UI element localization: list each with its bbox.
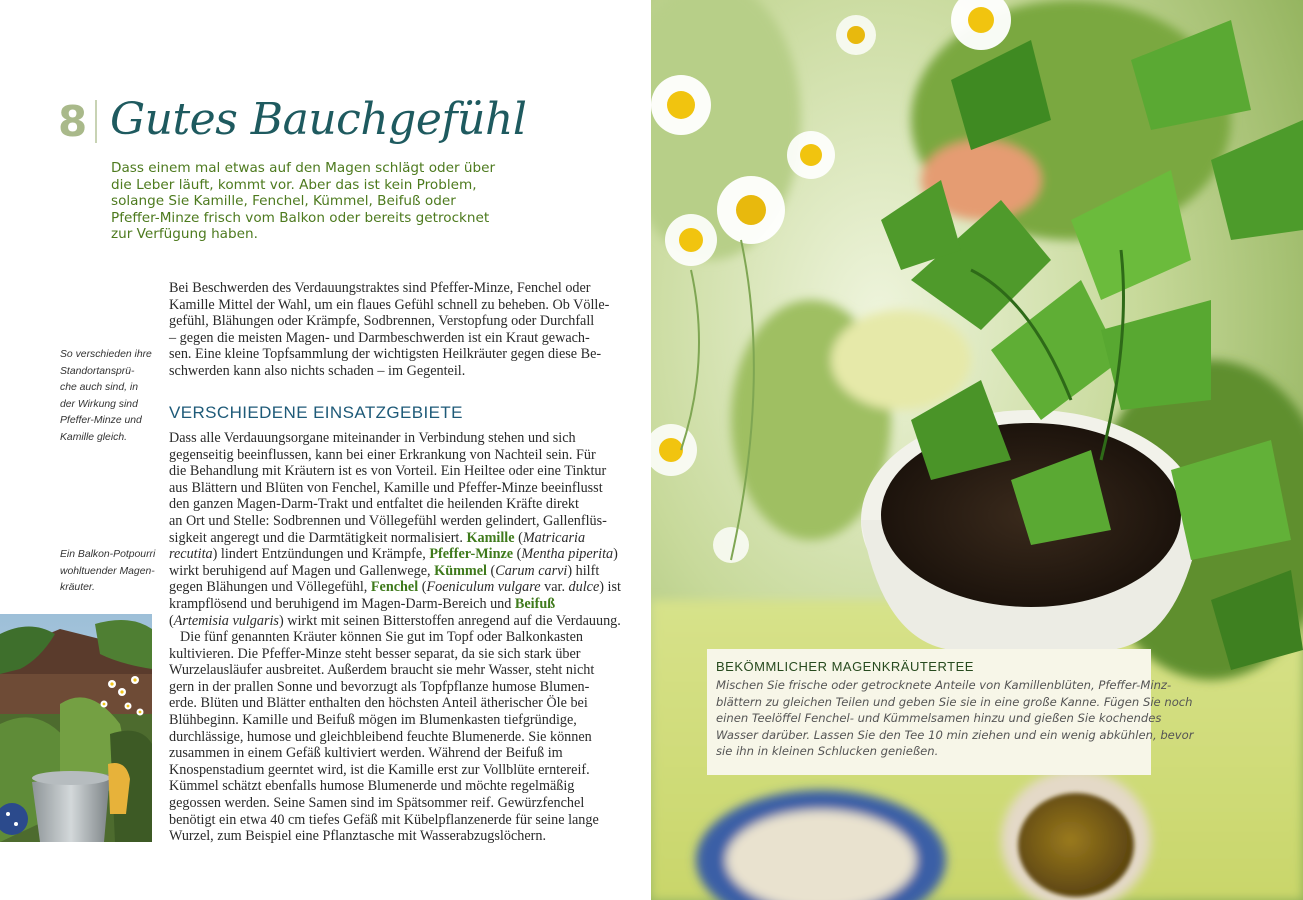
latin-name: Foeniculum vulgare — [426, 579, 541, 596]
herb-name-fenchel: Fenchel — [370, 579, 419, 596]
text-run: ) ist — [599, 579, 621, 596]
text-line: Kümmel schätzt ebenfalls humose Blumenerde und möchte regelmäßig — [169, 778, 575, 795]
text-run: var. — [540, 579, 569, 596]
text-line: – gegen die meisten Magen- und Darmbeschwerden ist ein Kraut gewach- — [169, 329, 590, 346]
tip-line: Wasser darüber. Lassen Sie den Tee 10 min ziehen und ein wenig abkühlen, bevor — [716, 727, 1194, 742]
text-line: Wurzelausläufer ausbreitet. Außerdem braucht sie mehr Wasser, steht nicht — [169, 662, 595, 679]
intro-line: Dass einem mal etwas auf den Magen schlägt oder über — [111, 160, 496, 176]
text-line: zusammen in einem Gefäß kultiviert werden. Während der Beifuß im — [169, 745, 563, 762]
text-line: Knospenstadium geerntet wird, ist die Kamille erst zur Vollblüte erntereif. — [169, 761, 590, 778]
caption-line: Kamille gleich. — [60, 431, 127, 443]
text-line: den ganzen Magen-Darm-Trakt und entfaltet die heilenden Kräfte direkt — [169, 496, 579, 513]
text-line — [169, 612, 621, 630]
latin-name: dulce — [568, 579, 600, 596]
text-line: aus Blättern und Blüten von Fenchel, Kamille und Pfeffer-Minze beeinflusst — [169, 479, 603, 496]
text-run: sigkeit angeregt und die Darmtätigkeit normalisiert. — [169, 529, 467, 546]
text-line: gern in der prallen Sonne und bevorzugt als Topfpflanze humose Blumen- — [169, 678, 590, 695]
herb-name-pfeffer-minze: Pfeffer-Minze — [429, 546, 514, 563]
text-line: Wurzel, zum Beispiel eine Pflanztasche mit Wasserabzugslöchern. — [169, 828, 547, 845]
caption-line: wohltuender Magen- — [60, 565, 155, 577]
intro-line: die Leber läuft, kommt vor. Aber das ist kein Problem, — [111, 176, 477, 193]
text-line — [169, 579, 621, 596]
latin-name: Artemisia vulgaris — [173, 612, 279, 629]
tip-title: BEKÖMMLICHER MAGENKRÄUTERTEE — [716, 659, 974, 674]
text-line: Blühbeginn. Kamille und Beifuß mögen im Blumenkasten tiefgründige, — [169, 711, 577, 728]
left-page — [0, 0, 651, 900]
text-run: ) hilft — [567, 562, 600, 579]
latin-name: Mentha piperita — [521, 546, 614, 563]
intro-line: zur Verfügung haben. — [111, 226, 258, 242]
text-line: Dass alle Verdauungsorgane miteinander in Verbindung stehen und sich — [169, 430, 576, 446]
text-run: krampflösend und beruhigend im Magen-Darm-Bereich und — [169, 595, 515, 612]
text-line: kultivieren. Die Pfeffer-Minze steht besser separat, da sie sich stark über — [169, 645, 581, 662]
paragraph-1 — [169, 280, 610, 380]
text-run: ( — [169, 612, 174, 629]
latin-name: Matricaria — [522, 529, 586, 546]
chapter-title: Gutes Bauchgefühl — [110, 94, 527, 145]
text-run: wirkt beruhigend auf Magen und Gallenwege, — [169, 562, 435, 579]
text-line — [169, 562, 600, 580]
text-run: ) wirkt mit seinen Bitterstoffen anregend auf die Verdauung. — [278, 612, 621, 629]
herb-name-beifuss: Beifuß — [514, 595, 556, 612]
paragraph-2 — [169, 430, 621, 629]
text-line: gefühl, Blähungen oder Krämpfe, Sodbrennen, Verstopfung oder Durchfall — [169, 313, 595, 330]
text-line: Bei Beschwerden des Verdauungstraktes sind Pfeffer-Minze, Fenchel oder — [169, 280, 591, 296]
text-line: schwerden kann also nichts schaden – im Gegenteil. — [169, 362, 466, 379]
caption-line: So verschieden ihre — [60, 349, 152, 360]
text-line: an Ort und Stelle: Sodbrennen und Völlegefühl werden gelindert, Gallenflüs- — [169, 512, 607, 529]
caption-line: kräuter. — [60, 582, 95, 594]
caption-line: der Wirkung sind — [60, 398, 138, 410]
text-line: Kamille Mittel der Wahl, um ein flaues Gefühl schnell zu beheben. Ob Völle- — [169, 296, 610, 313]
latin-name: recutita — [169, 546, 213, 563]
text-line — [169, 596, 594, 613]
section-heading: VERSCHIEDENE EINSATZGEBIETE — [169, 403, 463, 422]
text-run: ) — [613, 546, 618, 563]
text-line: Die fünf genannten Kräuter können Sie gut im Topf oder Balkonkasten — [180, 629, 583, 645]
herb-name-kuemmel: Kümmel — [434, 562, 487, 579]
text-run: ) lindert Entzündungen und Krämpfe, — [212, 546, 430, 563]
caption-line: Standortansprü- — [60, 365, 135, 377]
text-line — [169, 546, 618, 563]
text-line: sen. Eine kleine Topfsammlung der wichtigsten Heilkräuter gegen diese Be- — [169, 346, 602, 363]
text-line: die Behandlung mit Kräutern ist es von Vorteil. Ein Heiltee oder eine Tinktur — [169, 463, 607, 480]
intro-text — [111, 160, 496, 243]
caption-line: che auch sind, in — [60, 382, 138, 394]
tip-box — [707, 649, 1194, 775]
text-run: ( — [514, 529, 523, 546]
text-run: ( — [513, 546, 522, 563]
text-line — [169, 530, 594, 547]
caption-standort — [60, 347, 165, 447]
text-line: gegossen werden. Seine Samen sind im Spätsommer reif. Gewürzfenchel — [169, 794, 585, 811]
text-line: gegenseitig beeinflussen, kann bei einer Erkrankung von Nachteil sein. Für — [169, 446, 596, 463]
caption-line: Pfeffer-Minze und — [60, 415, 142, 427]
tip-text — [716, 677, 1194, 760]
text-run: ( — [418, 579, 427, 596]
intro-line: solange Sie Kamille, Fenchel, Kümmel, Beifuß oder — [111, 193, 456, 209]
text-line: benötigt ein etwa 40 cm tiefes Gefäß mit Kübelpflanzenerde für seine lange — [169, 811, 599, 828]
text-run: gegen Blähungen und Völlegefühl, — [169, 579, 371, 596]
latin-name: Carum carvi — [495, 562, 568, 579]
tip-line: einen Teelöffel Fenchel- und Kümmelsamen hinzu und gießen Sie kochendes — [716, 711, 1162, 726]
text-run: ( — [486, 562, 496, 579]
caption-line: Ein Balkon-Potpourri — [60, 549, 156, 560]
intro-line: Pfeffer-Minze frisch vom Balkon oder bereits getrocknet — [111, 209, 490, 226]
herb-name-kamille: Kamille — [466, 529, 515, 546]
tip-line: Mischen Sie frische oder getrocknete Anteile von Kamillenblüten, Pfeffer-Minz- — [716, 678, 1172, 692]
caption-potpourri — [60, 547, 165, 597]
text-line: erde. Blüten und Blätter enthalten den höchsten Anteil ätherischer Öle bei — [169, 695, 588, 712]
chapter-number: 8 — [58, 97, 88, 146]
paragraph-3 — [169, 629, 599, 845]
text-line: durchlässige, humose und gleichbleibend feuchte Blumenerde. Sie können — [169, 728, 592, 745]
chapter-divider — [95, 100, 97, 143]
tip-line: blättern zu gleichen Teilen und geben Sie sie in eine große Kanne. Fügen Sie noch — [716, 694, 1193, 709]
balcony-herbs-photo — [0, 614, 152, 842]
tip-line: sie ihn in kleinen Schlucken genießen. — [716, 744, 939, 759]
